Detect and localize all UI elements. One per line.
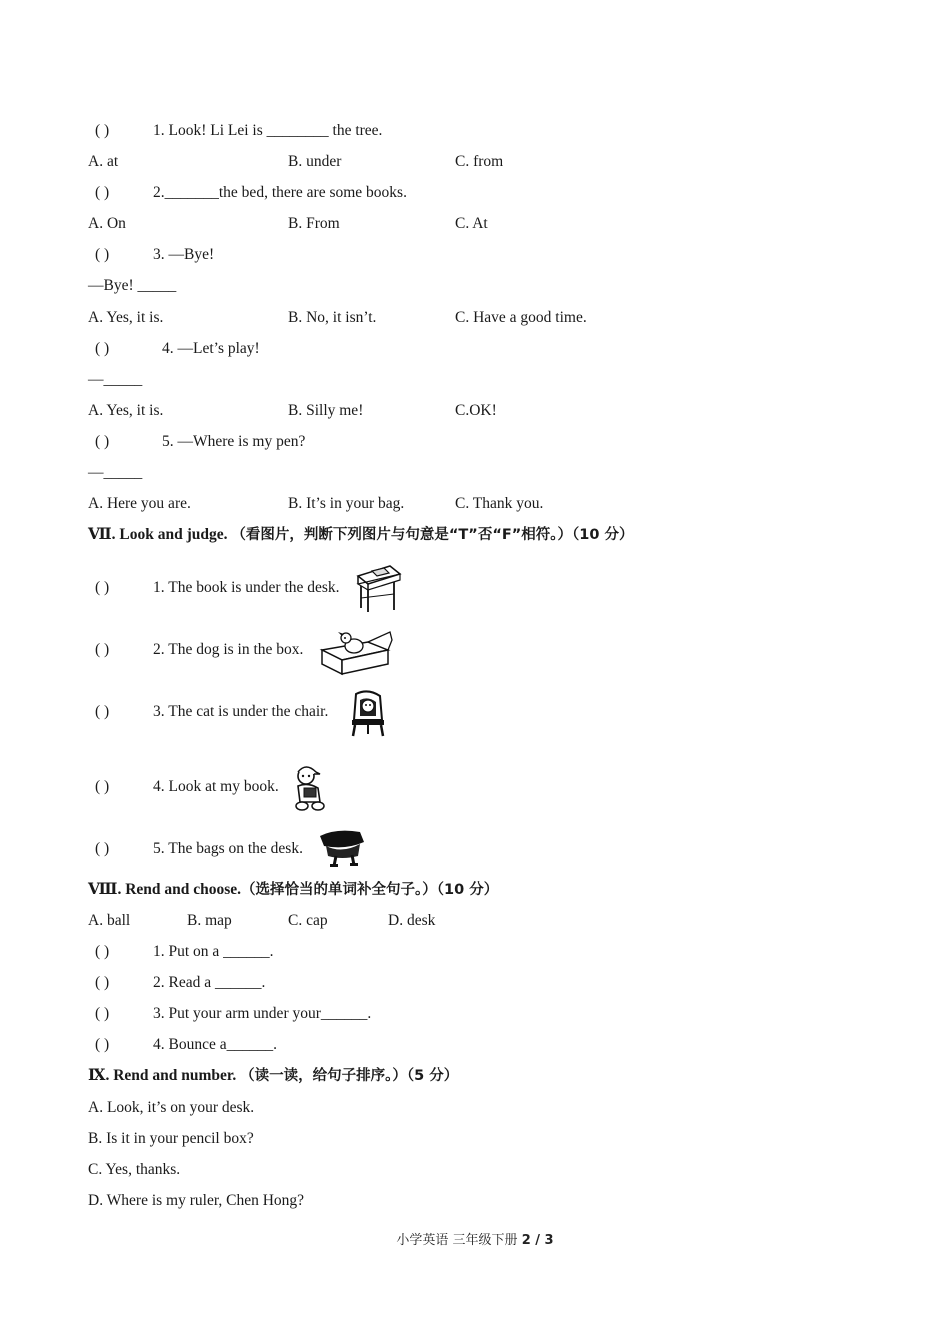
word-choice-a: A. ball	[88, 912, 131, 929]
judge-item-2: 2. The dog is in the box.	[153, 641, 304, 658]
footer-title: 小学英语 三年级下册	[396, 1233, 518, 1248]
answer-blank[interactable]: ( )	[95, 246, 110, 263]
page-footer	[0, 1229, 950, 1248]
option-a: A. On	[88, 215, 126, 232]
question-2: 2._______the bed, there are some books.	[153, 184, 407, 201]
word-choice-d: D. desk	[388, 912, 436, 929]
judge-item-1: 1. The book is under the desk.	[153, 579, 340, 596]
section-9-title: Ⅸ. Rend and number.	[88, 1067, 237, 1084]
section-8-heading	[88, 880, 498, 900]
option-c: C. from	[455, 153, 504, 170]
option-b: B. No, it isn’t.	[288, 309, 377, 326]
order-item-c: C. Yes, thanks.	[88, 1161, 181, 1178]
answer-blank[interactable]: ( )	[95, 340, 110, 357]
section-7-heading	[88, 525, 634, 545]
question-5: 5. —Where is my pen?	[162, 433, 306, 450]
order-item-a: A. Look, it’s on your desk.	[88, 1099, 255, 1116]
option-a: A. Here you are.	[88, 495, 191, 512]
choose-item-2: 2. Read a ______.	[153, 974, 266, 991]
order-item-d: D. Where is my ruler, Chen Hong?	[88, 1192, 305, 1209]
answer-blank[interactable]: ( )	[95, 184, 110, 201]
option-b: B. under	[288, 153, 342, 170]
cat-on-chair-picture	[346, 690, 390, 738]
answer-blank[interactable]: ( )	[95, 1036, 110, 1053]
answer-blank[interactable]: ( )	[95, 778, 110, 795]
option-a: A. Yes, it is.	[88, 402, 164, 419]
answer-blank[interactable]: ( )	[95, 122, 110, 139]
answer-blank[interactable]: ( )	[95, 433, 110, 450]
answer-blank[interactable]: ( )	[95, 1005, 110, 1022]
question-3: 3. —Bye!	[153, 246, 215, 263]
choose-item-4: 4. Bounce a______.	[153, 1036, 277, 1053]
section-9-heading	[88, 1066, 458, 1086]
answer-blank[interactable]: ( )	[95, 703, 110, 720]
desk-with-book-picture	[354, 562, 402, 614]
question-4: 4. —Let’s play!	[162, 340, 260, 357]
order-item-b: B. Is it in your pencil box?	[88, 1130, 254, 1147]
judge-item-4: 4. Look at my book.	[153, 778, 279, 795]
bags-on-desk-picture	[316, 828, 366, 868]
option-a: A. Yes, it is.	[88, 309, 164, 326]
question-4-reply: —_____	[88, 371, 143, 388]
section-8-instructions: （选择恰当的单词补全句子。）（10 分）	[241, 882, 499, 898]
option-b: B. Silly me!	[288, 402, 364, 419]
section-9-instructions: （读一读，给句子排序。）（5 分）	[240, 1068, 459, 1084]
dog-in-box-picture	[318, 628, 394, 676]
answer-blank[interactable]: ( )	[95, 943, 110, 960]
option-c: C. Thank you.	[455, 495, 544, 512]
answer-blank[interactable]: ( )	[95, 974, 110, 991]
judge-item-5: 5. The bags on the desk.	[153, 840, 303, 857]
option-c: C. At	[455, 215, 488, 232]
answer-blank[interactable]: ( )	[95, 840, 110, 857]
choose-item-1: 1. Put on a ______.	[153, 943, 274, 960]
section-8-title: Ⅷ. Rend and choose.	[88, 881, 242, 898]
question-5-reply: —_____	[88, 464, 143, 481]
question-1: 1. Look! Li Lei is ________ the tree.	[153, 122, 383, 139]
option-c: C. Have a good time.	[455, 309, 587, 326]
answer-blank[interactable]: ( )	[95, 579, 110, 596]
judge-item-3: 3. The cat is under the chair.	[153, 703, 329, 720]
word-choice-b: B. map	[187, 912, 232, 929]
child-with-book-picture	[290, 764, 328, 812]
option-c: C.OK!	[455, 402, 497, 419]
section-7-instructions: （看图片，判断下列图片与句意是“T”否“F”相符。）（10 分）	[231, 527, 634, 543]
answer-blank[interactable]: ( )	[95, 641, 110, 658]
choose-item-3: 3. Put your arm under your______.	[153, 1005, 372, 1022]
option-b: B. It’s in your bag.	[288, 495, 405, 512]
option-a: A. at	[88, 153, 119, 170]
page-number: 2 / 3	[521, 1233, 554, 1248]
word-choice-c: C. cap	[288, 912, 328, 929]
question-3-reply: —Bye! _____	[88, 277, 177, 294]
section-7-title: Ⅶ. Look and judge.	[88, 526, 228, 543]
option-b: B. From	[288, 215, 340, 232]
